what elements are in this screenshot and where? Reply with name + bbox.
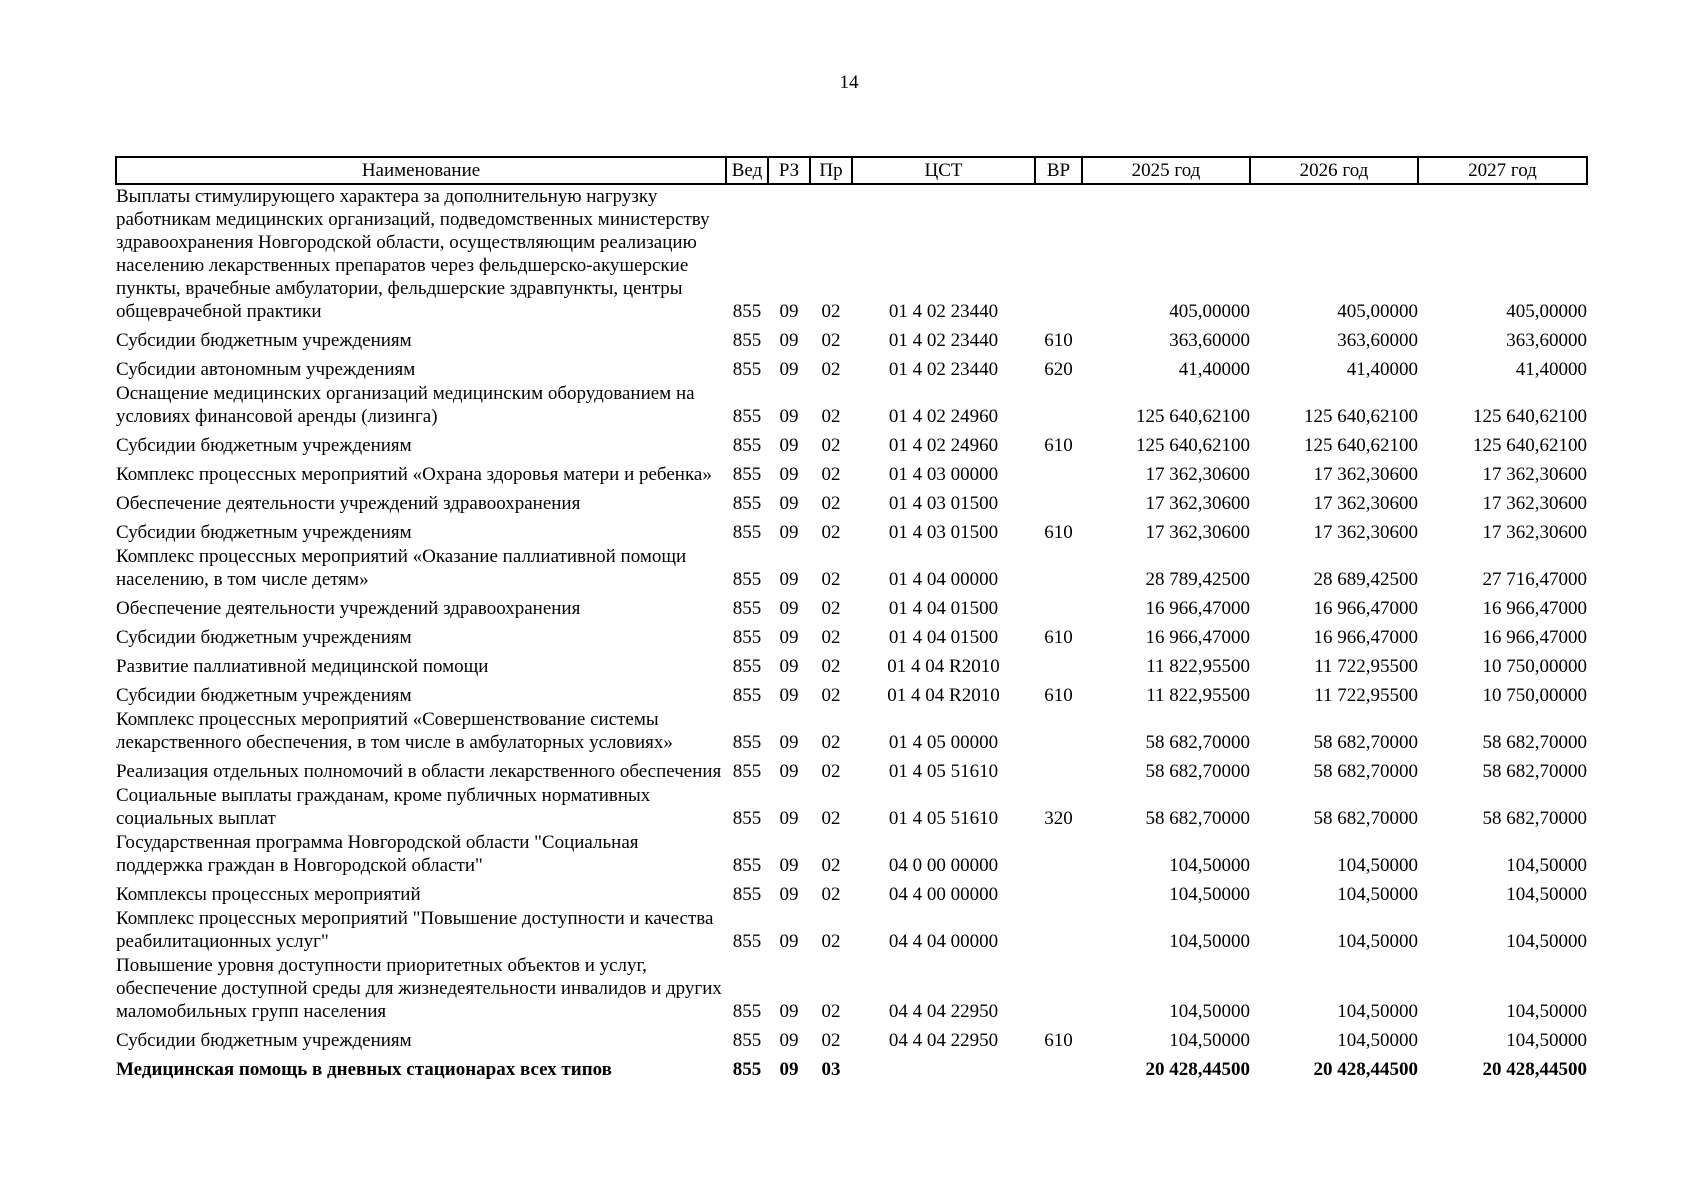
cell-2025: 58 682,70000	[1145, 732, 1250, 753]
cell-rz: 09	[779, 301, 799, 322]
cell-vr: 610	[1044, 522, 1073, 543]
table-row	[116, 755, 1587, 784]
cell-name: Субсидии бюджетным учреждениям	[116, 522, 412, 543]
cell-name: Развитие паллиативной медицинской помощи	[116, 656, 489, 677]
cell-2025: 58 682,70000	[1145, 761, 1250, 782]
cell-ved: 855	[732, 493, 762, 514]
cell-vr	[1035, 1053, 1082, 1082]
table-row	[116, 878, 1587, 907]
table-row	[116, 458, 1587, 487]
header-2026: 2026 год	[1250, 157, 1418, 184]
cell-rz: 09	[779, 627, 799, 648]
table-row	[116, 708, 1587, 755]
cell-2027: 20 428,44500	[1482, 1059, 1587, 1080]
cell-cst: 01 4 04 00000	[888, 569, 999, 590]
cell-name: Социальные выплаты гражданам, кроме публичных нормативных социальных выплат	[116, 785, 651, 829]
table-row	[116, 429, 1587, 458]
cell-2027: 405,00000	[1506, 301, 1587, 322]
cell-ved: 855	[732, 808, 762, 829]
cell-2026: 58 682,70000	[1313, 808, 1418, 829]
cell-pr: 02	[821, 685, 841, 706]
header-2025: 2025 год	[1082, 157, 1250, 184]
cell-2027: 363,60000	[1506, 330, 1587, 351]
cell-cst: 04 4 04 00000	[888, 931, 999, 952]
cell-name: Государственная программа Новгородской области "Социальная поддержка граждан в Новгородской области"	[116, 832, 639, 876]
cell-2025: 104,50000	[1169, 931, 1250, 952]
cell-cst: 01 4 05 51610	[888, 808, 999, 829]
cell-ved: 855	[732, 301, 762, 322]
cell-rz: 09	[779, 1030, 799, 1051]
cell-rz: 09	[779, 656, 799, 677]
cell-2026: 28 689,42500	[1313, 569, 1418, 590]
page-number: 14	[839, 72, 859, 93]
cell-2027: 58 682,70000	[1482, 808, 1587, 829]
cell-cst: 01 4 04 01500	[888, 598, 999, 619]
cell-rz: 09	[779, 808, 799, 829]
cell-2027: 104,50000	[1506, 884, 1587, 905]
table-row	[116, 650, 1587, 679]
cell-name: Выплаты стимулирующего характера за дополнительную нагрузку работникам медицинских организаций, подведомственных министерству здравоохранения Новгородской области, осуществляющим реализацию населению лекарственных препаратов через фельдшерско-акушерские пункты, врачебные амбулатории, фельдшерские здравпункты, центры общеврачебной практики	[116, 186, 710, 322]
cell-vr	[1035, 954, 1082, 1024]
cell-vr: 320	[1044, 808, 1073, 829]
cell-pr: 02	[821, 569, 841, 590]
cell-vr	[1035, 458, 1082, 487]
cell-2026: 104,50000	[1337, 855, 1418, 876]
cell-pr: 02	[821, 493, 841, 514]
cell-vr: 620	[1044, 359, 1073, 380]
cell-2026: 363,60000	[1337, 330, 1418, 351]
cell-2025: 405,00000	[1169, 301, 1250, 322]
cell-rz: 09	[779, 931, 799, 952]
cell-2025: 17 362,30600	[1145, 464, 1250, 485]
cell-2025: 16 966,47000	[1145, 627, 1250, 648]
cell-2027: 104,50000	[1506, 855, 1587, 876]
cell-pr: 02	[821, 732, 841, 753]
cell-pr: 02	[821, 1030, 841, 1051]
cell-2027: 17 362,30600	[1482, 464, 1587, 485]
cell-name: Медицинская помощь в дневных стационарах всех типов	[116, 1059, 612, 1080]
cell-rz: 09	[779, 522, 799, 543]
table-row	[116, 1024, 1587, 1053]
cell-2025: 20 428,44500	[1145, 1059, 1250, 1080]
cell-vr	[1035, 755, 1082, 784]
cell-2027: 41,40000	[1515, 359, 1587, 380]
table-row	[116, 592, 1587, 621]
cell-vr: 610	[1044, 1030, 1073, 1051]
cell-rz: 09	[779, 855, 799, 876]
cell-cst	[852, 1053, 1035, 1082]
cell-2025: 104,50000	[1169, 1001, 1250, 1022]
cell-vr	[1035, 592, 1082, 621]
cell-vr: 610	[1044, 435, 1073, 456]
cell-2026: 405,00000	[1337, 301, 1418, 322]
header-pr: Пр	[810, 157, 852, 184]
table-row	[116, 353, 1587, 382]
cell-pr: 02	[821, 359, 841, 380]
cell-2027: 125 640,62100	[1473, 435, 1587, 456]
cell-rz: 09	[779, 464, 799, 485]
cell-2025: 11 822,95500	[1146, 685, 1250, 706]
cell-2026: 16 966,47000	[1313, 627, 1418, 648]
cell-pr: 02	[821, 435, 841, 456]
cell-ved: 855	[732, 1030, 762, 1051]
cell-rz: 09	[779, 685, 799, 706]
cell-ved: 855	[732, 406, 762, 427]
cell-2027: 17 362,30600	[1482, 493, 1587, 514]
cell-cst: 01 4 03 01500	[888, 493, 999, 514]
cell-rz: 09	[779, 359, 799, 380]
cell-2026: 125 640,62100	[1304, 406, 1418, 427]
cell-pr: 02	[821, 761, 841, 782]
header-cst: ЦСТ	[852, 157, 1035, 184]
cell-2027: 16 966,47000	[1482, 627, 1587, 648]
cell-ved: 855	[732, 435, 762, 456]
table-row	[116, 1053, 1587, 1082]
table-row	[116, 907, 1587, 954]
table-row	[116, 184, 1587, 324]
cell-rz: 09	[779, 884, 799, 905]
cell-cst: 01 4 05 00000	[888, 732, 999, 753]
cell-name: Субсидии бюджетным учреждениям	[116, 330, 412, 351]
table-row	[116, 516, 1587, 545]
cell-ved: 855	[732, 1001, 762, 1022]
cell-2025: 104,50000	[1169, 884, 1250, 905]
cell-ved: 855	[732, 359, 762, 380]
cell-pr: 02	[821, 884, 841, 905]
cell-name: Комплекс процессных мероприятий "Повышение доступности и качества реабилитационных услуг"	[116, 908, 714, 952]
cell-2025: 104,50000	[1169, 1030, 1250, 1051]
cell-cst: 01 4 05 51610	[888, 761, 999, 782]
cell-2025: 16 966,47000	[1145, 598, 1250, 619]
cell-cst: 01 4 02 23440	[888, 330, 999, 351]
cell-2025: 11 822,95500	[1146, 656, 1250, 677]
header-2027: 2027 год	[1418, 157, 1587, 184]
cell-pr: 02	[821, 1001, 841, 1022]
cell-2025: 125 640,62100	[1136, 435, 1250, 456]
cell-ved: 855	[732, 855, 762, 876]
cell-vr	[1035, 545, 1082, 592]
cell-cst: 01 4 02 23440	[888, 359, 999, 380]
cell-pr: 03	[821, 1059, 841, 1080]
cell-pr: 02	[821, 406, 841, 427]
cell-name: Комплексы процессных мероприятий	[116, 884, 421, 905]
table-body	[116, 184, 1587, 1082]
cell-cst: 04 4 04 22950	[888, 1030, 999, 1051]
cell-2026: 125 640,62100	[1304, 435, 1418, 456]
cell-vr: 610	[1044, 330, 1073, 351]
cell-2026: 104,50000	[1337, 1001, 1418, 1022]
cell-ved: 855	[732, 627, 762, 648]
cell-2026: 16 966,47000	[1313, 598, 1418, 619]
table-row	[116, 621, 1587, 650]
cell-2027: 58 682,70000	[1482, 761, 1587, 782]
cell-2026: 17 362,30600	[1313, 464, 1418, 485]
cell-ved: 855	[732, 1059, 762, 1080]
cell-cst: 04 4 00 00000	[888, 884, 999, 905]
cell-ved: 855	[732, 569, 762, 590]
cell-ved: 855	[732, 732, 762, 753]
cell-2027: 17 362,30600	[1482, 522, 1587, 543]
cell-name: Субсидии бюджетным учреждениям	[116, 685, 412, 706]
cell-2027: 104,50000	[1506, 931, 1587, 952]
cell-2027: 27 716,47000	[1482, 569, 1587, 590]
cell-pr: 02	[821, 656, 841, 677]
cell-2026: 17 362,30600	[1313, 522, 1418, 543]
budget-table	[115, 156, 1588, 1082]
cell-2026: 17 362,30600	[1313, 493, 1418, 514]
cell-vr	[1035, 708, 1082, 755]
cell-2025: 28 789,42500	[1145, 569, 1250, 590]
cell-ved: 855	[732, 685, 762, 706]
cell-name: Оснащение медицинских организаций медицинским оборудованием на условиях финансовой аренды (лизинга)	[116, 383, 695, 427]
header-vr: ВР	[1035, 157, 1082, 184]
cell-2026: 11 722,95500	[1314, 685, 1418, 706]
cell-pr: 02	[821, 598, 841, 619]
cell-ved: 855	[732, 598, 762, 619]
header-ved: Вед	[726, 157, 768, 184]
cell-2027: 104,50000	[1506, 1001, 1587, 1022]
cell-rz: 09	[779, 493, 799, 514]
cell-2027: 10 750,00000	[1482, 685, 1587, 706]
cell-2026: 41,40000	[1346, 359, 1418, 380]
cell-vr: 610	[1044, 627, 1073, 648]
cell-2026: 20 428,44500	[1313, 1059, 1418, 1080]
cell-pr: 02	[821, 301, 841, 322]
cell-vr	[1035, 650, 1082, 679]
cell-ved: 855	[732, 884, 762, 905]
cell-name: Обеспечение деятельности учреждений здравоохранения	[116, 493, 581, 514]
cell-2025: 17 362,30600	[1145, 522, 1250, 543]
cell-pr: 02	[821, 855, 841, 876]
cell-2025: 125 640,62100	[1136, 406, 1250, 427]
cell-cst: 01 4 02 24960	[888, 406, 999, 427]
cell-name: Повышение уровня доступности приоритетных объектов и услуг, обеспечение доступной среды для жизнедеятельности инвалидов и других маломобильных групп населения	[116, 955, 722, 1022]
cell-rz: 09	[779, 569, 799, 590]
cell-2026: 58 682,70000	[1313, 761, 1418, 782]
cell-rz: 09	[779, 732, 799, 753]
table-row	[116, 487, 1587, 516]
cell-pr: 02	[821, 931, 841, 952]
cell-pr: 02	[821, 330, 841, 351]
cell-rz: 09	[779, 761, 799, 782]
cell-ved: 855	[732, 931, 762, 952]
header-name: Наименование	[116, 157, 726, 184]
cell-2027: 10 750,00000	[1482, 656, 1587, 677]
cell-pr: 02	[821, 627, 841, 648]
cell-vr: 610	[1044, 685, 1073, 706]
cell-2026: 11 722,95500	[1314, 656, 1418, 677]
cell-ved: 855	[732, 761, 762, 782]
table-row	[116, 382, 1587, 429]
cell-2025: 41,40000	[1178, 359, 1250, 380]
cell-ved: 855	[732, 464, 762, 485]
cell-ved: 855	[732, 522, 762, 543]
table-row	[116, 831, 1587, 878]
cell-vr	[1035, 382, 1082, 429]
table-row	[116, 324, 1587, 353]
cell-cst: 01 4 04 R2010	[887, 685, 1000, 706]
cell-cst: 01 4 04 R2010	[887, 656, 1000, 677]
cell-vr	[1035, 907, 1082, 954]
cell-name: Субсидии бюджетным учреждениям	[116, 627, 412, 648]
cell-name: Комплекс процессных мероприятий «Совершенствование системы лекарственного обеспечения, в том числе в амбулаторных условиях»	[116, 709, 673, 753]
cell-name: Субсидии бюджетным учреждениям	[116, 435, 412, 456]
cell-2026: 58 682,70000	[1313, 732, 1418, 753]
cell-cst: 01 4 02 24960	[888, 435, 999, 456]
cell-cst: 04 4 04 22950	[888, 1001, 999, 1022]
cell-rz: 09	[779, 435, 799, 456]
cell-name: Реализация отдельных полномочий в области лекарственного обеспечения	[116, 761, 722, 782]
cell-name: Субсидии автономным учреждениям	[116, 359, 416, 380]
cell-2027: 104,50000	[1506, 1030, 1587, 1051]
cell-2026: 104,50000	[1337, 884, 1418, 905]
cell-rz: 09	[779, 1001, 799, 1022]
cell-2025: 104,50000	[1169, 855, 1250, 876]
cell-vr	[1035, 184, 1082, 324]
cell-2027: 58 682,70000	[1482, 732, 1587, 753]
cell-2026: 104,50000	[1337, 931, 1418, 952]
cell-cst: 01 4 04 01500	[888, 627, 999, 648]
cell-cst: 04 0 00 00000	[888, 855, 999, 876]
table-row	[116, 954, 1587, 1024]
cell-rz: 09	[779, 598, 799, 619]
cell-2027: 16 966,47000	[1482, 598, 1587, 619]
table-row	[116, 784, 1587, 831]
cell-2025: 17 362,30600	[1145, 493, 1250, 514]
table-header-row	[116, 157, 1587, 184]
cell-ved: 855	[732, 656, 762, 677]
cell-rz: 09	[779, 1059, 799, 1080]
cell-2027: 125 640,62100	[1473, 406, 1587, 427]
header-rz: РЗ	[768, 157, 810, 184]
cell-2026: 104,50000	[1337, 1030, 1418, 1051]
cell-vr	[1035, 878, 1082, 907]
table-row	[116, 545, 1587, 592]
table-row	[116, 679, 1587, 708]
cell-ved: 855	[732, 330, 762, 351]
cell-cst: 01 4 03 01500	[888, 522, 999, 543]
cell-vr	[1035, 487, 1082, 516]
cell-pr: 02	[821, 522, 841, 543]
cell-name: Субсидии бюджетным учреждениям	[116, 1030, 412, 1051]
cell-name: Комплекс процессных мероприятий «Охрана здоровья матери и ребенка»	[116, 464, 712, 485]
cell-name: Обеспечение деятельности учреждений здравоохранения	[116, 598, 581, 619]
cell-rz: 09	[779, 406, 799, 427]
cell-2025: 363,60000	[1169, 330, 1250, 351]
cell-name: Комплекс процессных мероприятий «Оказание паллиативной помощи населению, в том числе детям»	[116, 546, 687, 590]
cell-cst: 01 4 02 23440	[888, 301, 999, 322]
cell-cst: 01 4 03 00000	[888, 464, 999, 485]
cell-pr: 02	[821, 808, 841, 829]
cell-2025: 58 682,70000	[1145, 808, 1250, 829]
cell-rz: 09	[779, 330, 799, 351]
cell-pr: 02	[821, 464, 841, 485]
cell-vr	[1035, 831, 1082, 878]
